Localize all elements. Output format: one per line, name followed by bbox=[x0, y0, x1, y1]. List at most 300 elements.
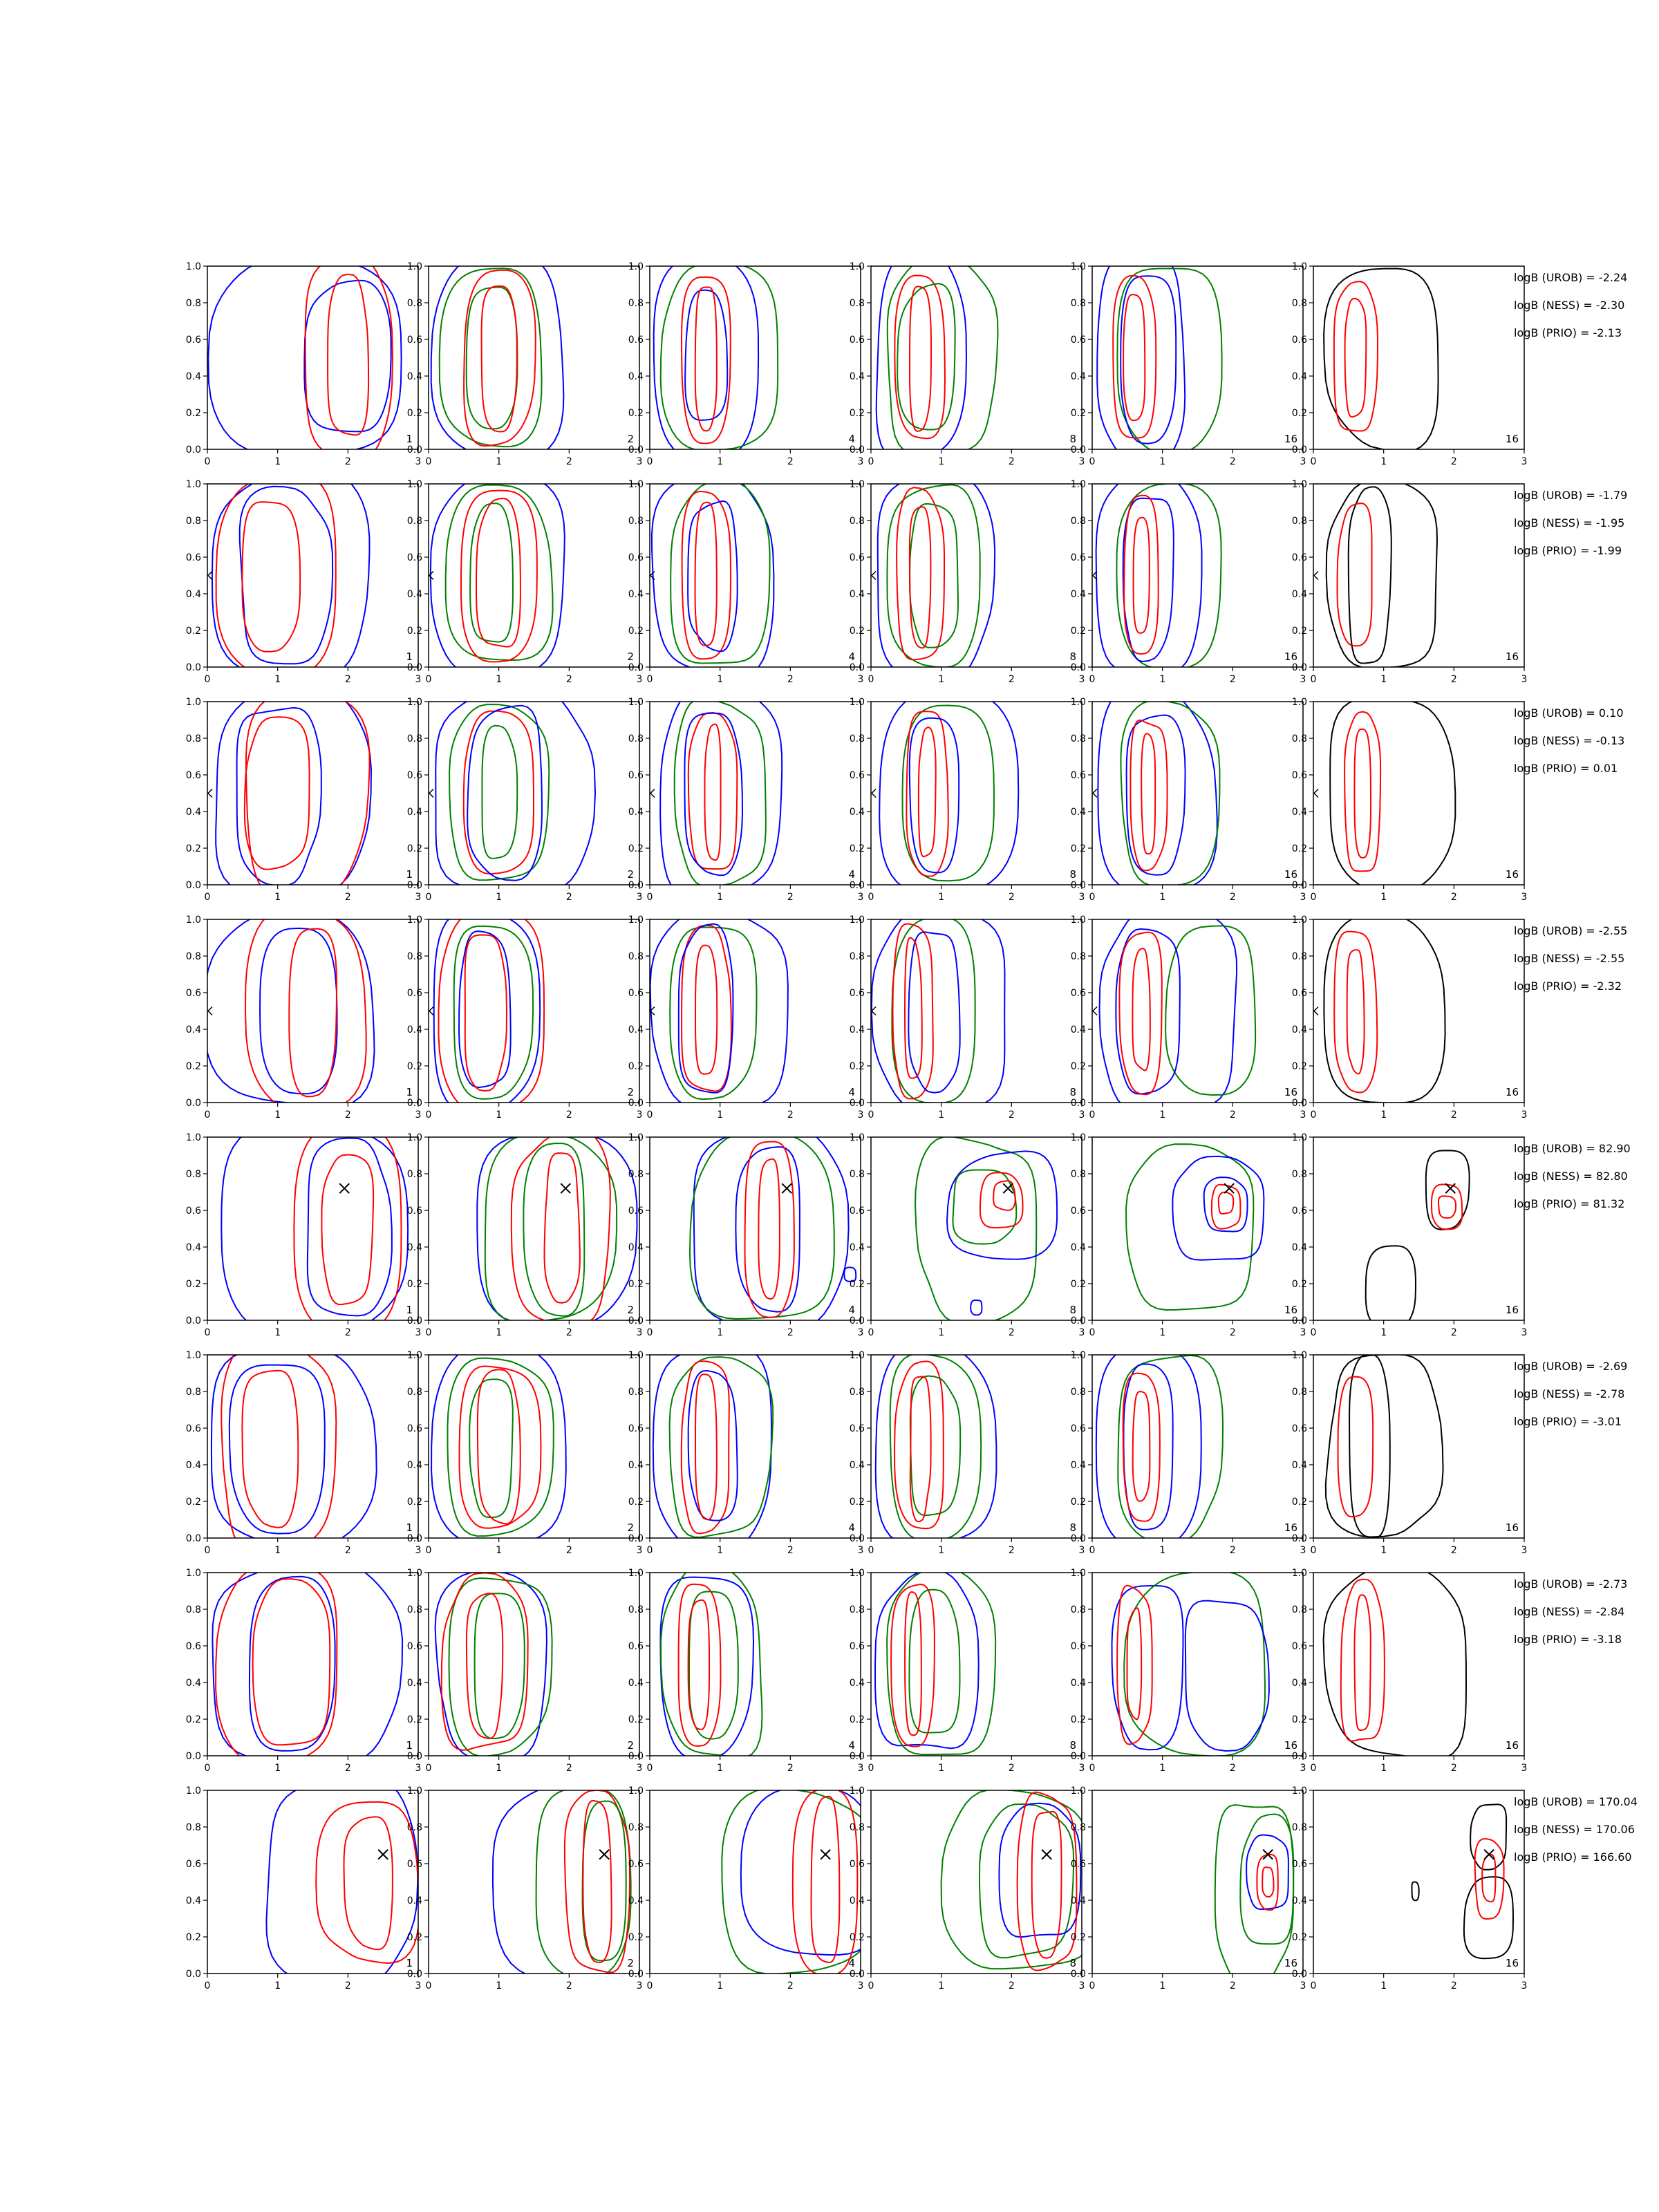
bayes-factor-text: logB (NESS) = 170.06 bbox=[1514, 1823, 1635, 1836]
x-tick-label: 2 bbox=[1450, 1980, 1457, 1991]
contour-green bbox=[1116, 484, 1221, 669]
y-tick-label: 0.0 bbox=[628, 1098, 644, 1109]
x-tick-label: 1 bbox=[1380, 456, 1387, 467]
y-tick-label: 0.0 bbox=[1070, 1533, 1086, 1544]
contour-red bbox=[216, 474, 336, 676]
y-tick-label: 0.0 bbox=[406, 1315, 422, 1327]
y-tick-label: 0.2 bbox=[628, 408, 644, 419]
y-tick-label: 0.0 bbox=[185, 444, 201, 456]
panel-number-label: 16 bbox=[1505, 1957, 1519, 1969]
edge-marker bbox=[872, 572, 876, 580]
x-tick-label: 3 bbox=[1521, 1545, 1528, 1556]
panel-r7-c1 bbox=[186, 1562, 422, 1774]
x-tick-label: 0 bbox=[868, 1980, 874, 1991]
panel-number-label: 16 bbox=[1505, 1739, 1519, 1752]
y-tick-label: 1.0 bbox=[406, 1350, 422, 1361]
panel-r3-c4 bbox=[850, 691, 1085, 903]
y-tick-label: 0.0 bbox=[406, 444, 422, 456]
x-tick-label: 0 bbox=[204, 1763, 211, 1774]
y-tick-label: 0.6 bbox=[849, 1859, 865, 1870]
y-tick-label: 0.2 bbox=[185, 1497, 201, 1508]
x-tick-label: 1 bbox=[274, 456, 281, 467]
y-tick-label: 0.0 bbox=[628, 880, 644, 891]
x-tick-label: 1 bbox=[938, 1980, 945, 1991]
y-tick-label: 0.8 bbox=[185, 1169, 201, 1180]
y-tick-label: 1.0 bbox=[849, 915, 865, 926]
panel-number-label: 4 bbox=[848, 1739, 855, 1752]
y-tick-label: 0.0 bbox=[849, 1315, 865, 1327]
x-tick-label: 2 bbox=[1450, 1109, 1457, 1121]
x-tick-label: 3 bbox=[1521, 456, 1528, 467]
y-tick-label: 0.2 bbox=[849, 408, 865, 419]
y-tick-label: 0.8 bbox=[1070, 1604, 1086, 1615]
y-tick-label: 0.8 bbox=[849, 1387, 865, 1398]
contour-blue bbox=[1172, 1156, 1264, 1260]
panel-frame bbox=[650, 1790, 861, 1974]
contour-blue bbox=[947, 1151, 1057, 1259]
x-tick-label: 2 bbox=[1450, 892, 1457, 903]
contour-group bbox=[1326, 1354, 1443, 1538]
x-tick-label: 0 bbox=[425, 1327, 432, 1338]
true-value-marker bbox=[1042, 1850, 1051, 1859]
y-tick-label: 0.4 bbox=[628, 1678, 644, 1689]
bayes-factor-text: logB (NESS) = -2.84 bbox=[1514, 1605, 1625, 1618]
contour-group bbox=[660, 686, 782, 899]
panel-r6-c3 bbox=[628, 1348, 864, 1556]
y-tick-label: 0.6 bbox=[406, 1206, 422, 1217]
panel-r7-c3 bbox=[628, 1565, 864, 1774]
contour-group bbox=[878, 474, 995, 681]
x-tick-label: 3 bbox=[1300, 1109, 1306, 1121]
y-tick-label: 0.8 bbox=[1070, 1822, 1086, 1833]
y-tick-label: 0.0 bbox=[1070, 1969, 1086, 1980]
contour-red bbox=[245, 717, 310, 870]
contour-group bbox=[221, 1123, 408, 1337]
x-tick-label: 3 bbox=[1300, 1327, 1306, 1338]
panel-r3-c5 bbox=[1071, 686, 1306, 903]
y-tick-label: 0.0 bbox=[1291, 444, 1307, 456]
panel-number-label: 4 bbox=[848, 1957, 855, 1969]
x-tick-label: 2 bbox=[787, 456, 794, 467]
contour-red bbox=[321, 1155, 373, 1305]
x-tick-label: 0 bbox=[868, 1545, 874, 1556]
contour-blue bbox=[434, 911, 541, 1114]
panel-r8-c4 bbox=[850, 1785, 1096, 1991]
contour-red bbox=[1134, 518, 1150, 633]
y-tick-label: 1.0 bbox=[1070, 1568, 1086, 1579]
y-tick-label: 1.0 bbox=[849, 261, 865, 272]
panel-r3-c6 bbox=[1292, 697, 1528, 903]
panel-r5-c1 bbox=[186, 1123, 422, 1338]
y-tick-label: 0.8 bbox=[628, 516, 644, 527]
y-tick-label: 0.8 bbox=[1070, 1169, 1086, 1180]
panel-r2-c6 bbox=[1292, 479, 1528, 685]
x-tick-label: 3 bbox=[636, 1763, 643, 1774]
y-tick-label: 0.2 bbox=[1070, 1279, 1086, 1290]
y-tick-label: 0.0 bbox=[406, 1969, 422, 1980]
panel-frame bbox=[429, 1573, 639, 1756]
y-tick-label: 0.8 bbox=[628, 733, 644, 744]
contour-red bbox=[245, 909, 366, 1111]
x-tick-label: 2 bbox=[1229, 1763, 1236, 1774]
x-tick-label: 2 bbox=[344, 892, 351, 903]
y-tick-label: 1.0 bbox=[849, 1568, 865, 1579]
x-tick-label: 1 bbox=[1380, 1327, 1387, 1338]
contour-red bbox=[682, 491, 731, 659]
y-tick-label: 0.4 bbox=[185, 371, 201, 382]
panel-number-label: 1 bbox=[406, 1739, 413, 1752]
y-tick-label: 0.0 bbox=[185, 662, 201, 673]
y-tick-label: 0.4 bbox=[1070, 1024, 1086, 1035]
x-tick-label: 1 bbox=[1380, 674, 1387, 685]
y-tick-label: 0.6 bbox=[1070, 1206, 1086, 1217]
contour-black bbox=[1330, 699, 1455, 892]
x-tick-label: 0 bbox=[425, 1980, 432, 1991]
y-tick-label: 1.0 bbox=[406, 261, 422, 272]
y-tick-label: 0.2 bbox=[1291, 1279, 1307, 1290]
y-tick-label: 0.4 bbox=[406, 1024, 422, 1035]
panel-frame bbox=[207, 1355, 418, 1538]
y-tick-label: 0.4 bbox=[185, 1242, 201, 1253]
y-tick-label: 0.2 bbox=[1291, 1061, 1307, 1072]
y-tick-label: 0.6 bbox=[1070, 335, 1086, 346]
x-tick-label: 2 bbox=[565, 1980, 572, 1991]
contour-group bbox=[208, 256, 401, 459]
panel-frame bbox=[650, 702, 861, 885]
x-tick-label: 0 bbox=[204, 1327, 211, 1338]
contour-red bbox=[461, 491, 537, 662]
y-tick-label: 0.2 bbox=[406, 1061, 422, 1072]
y-tick-label: 1.0 bbox=[406, 1785, 422, 1797]
x-tick-label: 3 bbox=[415, 1327, 422, 1338]
y-tick-label: 0.8 bbox=[1291, 1822, 1307, 1833]
edge-marker bbox=[1093, 1007, 1097, 1015]
x-tick-label: 3 bbox=[1078, 1109, 1085, 1121]
contour-red bbox=[695, 946, 717, 1074]
bayes-factor-text: logB (UROB) = 0.10 bbox=[1514, 706, 1624, 720]
contour-blue bbox=[477, 1133, 637, 1328]
y-tick-label: 0.2 bbox=[406, 626, 422, 637]
x-tick-label: 0 bbox=[204, 1545, 211, 1556]
panel-number-label: 16 bbox=[1505, 868, 1519, 881]
x-tick-label: 2 bbox=[1008, 1980, 1015, 1991]
x-tick-label: 0 bbox=[1089, 1980, 1096, 1991]
x-tick-label: 2 bbox=[1229, 1545, 1236, 1556]
x-tick-label: 1 bbox=[717, 1980, 724, 1991]
y-tick-label: 0.2 bbox=[1070, 1061, 1086, 1072]
x-tick-label: 0 bbox=[1089, 1545, 1096, 1556]
panel-r8-c6 bbox=[1292, 1785, 1528, 1991]
y-tick-label: 1.0 bbox=[185, 915, 201, 926]
x-tick-label: 1 bbox=[496, 456, 503, 467]
contour-green bbox=[1117, 268, 1221, 453]
y-tick-label: 0.8 bbox=[849, 516, 865, 527]
contour-group bbox=[654, 256, 778, 460]
contour-group bbox=[941, 1790, 1096, 1971]
contour-blue bbox=[653, 1348, 771, 1553]
y-tick-label: 0.8 bbox=[185, 1387, 201, 1398]
contour-red bbox=[1347, 950, 1365, 1074]
x-tick-label: 0 bbox=[646, 1545, 653, 1556]
x-tick-label: 1 bbox=[1380, 1763, 1387, 1774]
bayes-factor-block-r8 bbox=[1514, 1795, 1638, 1864]
contour-blue bbox=[229, 1365, 325, 1534]
contour-red bbox=[1334, 932, 1377, 1093]
contour-green bbox=[583, 1801, 626, 1961]
true-value-marker bbox=[378, 1850, 388, 1859]
panel-r5-c5 bbox=[1071, 1132, 1306, 1338]
panel-number-label: 8 bbox=[1069, 1521, 1076, 1534]
panel-frame bbox=[650, 1137, 861, 1320]
y-tick-label: 0.4 bbox=[406, 807, 422, 818]
y-tick-label: 1.0 bbox=[406, 1568, 422, 1579]
y-tick-label: 0.8 bbox=[185, 1604, 201, 1615]
y-tick-label: 0.0 bbox=[1070, 1315, 1086, 1327]
y-tick-label: 0.4 bbox=[1291, 1024, 1307, 1035]
contour-blue bbox=[266, 1777, 418, 1987]
panel-frame bbox=[207, 1790, 418, 1974]
y-tick-label: 0.6 bbox=[849, 1641, 865, 1652]
contour-group bbox=[1327, 480, 1437, 668]
y-tick-label: 1.0 bbox=[1070, 1350, 1086, 1361]
y-tick-label: 0.8 bbox=[628, 1604, 644, 1615]
contour-group bbox=[266, 1777, 419, 1987]
contour-green bbox=[1121, 700, 1219, 886]
y-tick-label: 0.4 bbox=[628, 371, 644, 382]
x-tick-label: 0 bbox=[646, 892, 653, 903]
contour-black bbox=[1327, 480, 1437, 668]
y-tick-label: 0.8 bbox=[1291, 733, 1307, 744]
x-tick-label: 2 bbox=[787, 1545, 794, 1556]
contour-blue bbox=[685, 290, 727, 420]
y-tick-label: 0.4 bbox=[1291, 1242, 1307, 1253]
x-tick-label: 2 bbox=[1008, 1545, 1015, 1556]
y-tick-label: 0.4 bbox=[628, 1024, 644, 1035]
y-tick-label: 0.8 bbox=[1070, 298, 1086, 309]
x-tick-label: 1 bbox=[274, 1980, 281, 1991]
y-tick-label: 0.8 bbox=[406, 733, 422, 744]
y-tick-label: 1.0 bbox=[406, 697, 422, 708]
panel-frame bbox=[1092, 1137, 1303, 1320]
panel-r1-c5 bbox=[1071, 252, 1306, 467]
contour-red bbox=[306, 256, 393, 459]
y-tick-label: 0.6 bbox=[185, 1641, 201, 1652]
contour-blue bbox=[660, 1577, 753, 1759]
y-tick-label: 0.2 bbox=[185, 626, 201, 637]
y-tick-label: 1.0 bbox=[185, 697, 201, 708]
x-tick-label: 3 bbox=[1078, 674, 1085, 685]
y-tick-label: 0.4 bbox=[1291, 1678, 1307, 1689]
x-tick-label: 2 bbox=[344, 1109, 351, 1121]
y-tick-label: 0.4 bbox=[185, 1460, 201, 1471]
y-tick-label: 0.8 bbox=[185, 733, 201, 744]
contour-red bbox=[679, 1584, 721, 1746]
panel-r6-c1 bbox=[186, 1340, 422, 1556]
x-tick-label: 1 bbox=[274, 1109, 281, 1121]
x-tick-label: 3 bbox=[1078, 892, 1085, 903]
x-tick-label: 1 bbox=[938, 1763, 945, 1774]
x-tick-label: 0 bbox=[868, 456, 874, 467]
y-tick-label: 0.4 bbox=[406, 1242, 422, 1253]
x-tick-label: 2 bbox=[1008, 1763, 1015, 1774]
x-tick-label: 2 bbox=[1008, 1109, 1015, 1121]
panel-r4-c3 bbox=[628, 911, 864, 1121]
y-tick-label: 1.0 bbox=[849, 1350, 865, 1361]
true-value-marker bbox=[1224, 1183, 1234, 1193]
panel-number-label: 1 bbox=[406, 1957, 413, 1969]
bayes-factor-text: logB (PRIO) = 81.32 bbox=[1514, 1197, 1625, 1210]
contour-group bbox=[212, 1562, 402, 1765]
y-tick-label: 0.8 bbox=[849, 298, 865, 309]
panel-frame bbox=[1092, 1790, 1303, 1974]
panel-number-label: 8 bbox=[1069, 433, 1076, 445]
panel-r2-c1 bbox=[186, 470, 422, 685]
y-tick-label: 0.8 bbox=[406, 951, 422, 962]
panel-number-label: 8 bbox=[1069, 650, 1076, 663]
contour-red bbox=[1334, 281, 1378, 431]
y-tick-label: 0.4 bbox=[406, 1895, 422, 1906]
y-tick-label: 0.2 bbox=[628, 1497, 644, 1508]
y-tick-label: 0.2 bbox=[849, 843, 865, 854]
panel-r7-c5 bbox=[1071, 1568, 1306, 1774]
x-tick-label: 2 bbox=[1450, 1327, 1457, 1338]
contour-green bbox=[1215, 1805, 1293, 1987]
y-tick-label: 0.4 bbox=[185, 807, 201, 818]
contour-red bbox=[695, 503, 717, 646]
contour-red bbox=[682, 926, 731, 1091]
y-tick-label: 0.6 bbox=[1070, 1423, 1086, 1434]
x-tick-label: 1 bbox=[717, 1109, 724, 1121]
contour-red bbox=[545, 1153, 580, 1303]
panel-r3-c2 bbox=[407, 687, 643, 903]
bayes-factor-block-r4 bbox=[1514, 924, 1627, 993]
y-tick-label: 0.2 bbox=[1070, 1497, 1086, 1508]
x-tick-label: 2 bbox=[1008, 674, 1015, 685]
y-tick-label: 0.8 bbox=[628, 1822, 644, 1833]
y-tick-label: 0.0 bbox=[185, 1315, 201, 1327]
contour-group bbox=[1112, 1571, 1269, 1756]
panel-number-label: 8 bbox=[1069, 1739, 1076, 1752]
panel-frame bbox=[429, 919, 639, 1103]
x-tick-label: 1 bbox=[1380, 1545, 1387, 1556]
x-tick-label: 0 bbox=[646, 1327, 653, 1338]
contour-group bbox=[722, 1787, 881, 1975]
edge-marker bbox=[429, 1007, 433, 1015]
contour-red bbox=[467, 1593, 503, 1738]
y-tick-label: 1.0 bbox=[185, 1568, 201, 1579]
contour-blue bbox=[304, 281, 391, 432]
contour-green bbox=[449, 1578, 552, 1756]
contour-green bbox=[722, 1788, 877, 1974]
y-tick-label: 0.6 bbox=[1291, 1641, 1307, 1652]
contour-red bbox=[910, 286, 931, 431]
x-tick-label: 0 bbox=[1310, 456, 1317, 467]
panel-number-label: 1 bbox=[406, 1304, 413, 1316]
contour-red bbox=[1119, 932, 1161, 1095]
contour-black bbox=[1464, 1877, 1513, 1958]
y-tick-label: 0.4 bbox=[628, 1895, 644, 1906]
y-tick-label: 0.2 bbox=[1070, 843, 1086, 854]
x-tick-label: 2 bbox=[787, 1109, 794, 1121]
y-tick-label: 0.6 bbox=[849, 1206, 865, 1217]
bayes-factor-text: logB (PRIO) = -2.13 bbox=[1514, 326, 1622, 339]
panel-number-label: 8 bbox=[1069, 1957, 1076, 1969]
panel-frame bbox=[1313, 919, 1524, 1103]
contour-green bbox=[897, 283, 955, 429]
x-tick-label: 3 bbox=[857, 1763, 864, 1774]
y-tick-label: 0.2 bbox=[1291, 626, 1307, 637]
contour-group bbox=[477, 1130, 637, 1327]
x-tick-label: 1 bbox=[1159, 456, 1166, 467]
contour-red bbox=[1123, 1374, 1160, 1521]
panel-number-label: 1 bbox=[406, 433, 413, 445]
x-tick-label: 0 bbox=[646, 1980, 653, 1991]
bayes-factor-text: logB (UROB) = -2.69 bbox=[1514, 1360, 1628, 1373]
y-tick-label: 0.6 bbox=[628, 770, 644, 781]
y-tick-label: 0.6 bbox=[628, 1206, 644, 1217]
y-tick-label: 1.0 bbox=[1291, 697, 1307, 708]
y-tick-label: 1.0 bbox=[1291, 1350, 1307, 1361]
bayes-factor-text: logB (UROB) = 82.90 bbox=[1514, 1142, 1631, 1155]
contour-group bbox=[879, 691, 1018, 895]
x-tick-label: 0 bbox=[204, 1980, 211, 1991]
x-tick-label: 0 bbox=[1310, 1980, 1317, 1991]
contour-group bbox=[435, 1572, 552, 1761]
panel-r7-c2 bbox=[407, 1568, 643, 1774]
y-tick-label: 1.0 bbox=[185, 1785, 201, 1797]
bayes-factor-text: logB (NESS) = -2.78 bbox=[1514, 1387, 1625, 1400]
panel-r8-c5 bbox=[1071, 1785, 1306, 1991]
x-tick-label: 2 bbox=[565, 1109, 572, 1121]
contour-group bbox=[1100, 904, 1256, 1114]
y-tick-label: 0.6 bbox=[628, 1641, 644, 1652]
contour-green bbox=[690, 1132, 834, 1319]
x-tick-label: 1 bbox=[717, 674, 724, 685]
x-tick-label: 2 bbox=[787, 674, 794, 685]
edge-marker bbox=[429, 789, 433, 798]
edge-marker bbox=[1314, 789, 1318, 798]
x-tick-label: 1 bbox=[496, 1980, 503, 1991]
panel-number-label: 4 bbox=[848, 1304, 855, 1316]
y-tick-label: 0.6 bbox=[628, 1859, 644, 1870]
contour-red bbox=[289, 929, 337, 1097]
y-tick-label: 0.4 bbox=[849, 371, 865, 382]
contour-group bbox=[1324, 1566, 1466, 1760]
bayes-factor-text: logB (UROB) = -1.79 bbox=[1514, 489, 1628, 502]
x-tick-label: 3 bbox=[636, 1980, 643, 1991]
x-tick-label: 1 bbox=[938, 456, 945, 467]
contour-group bbox=[1097, 252, 1221, 465]
contour-group bbox=[212, 1340, 377, 1555]
contour-blue bbox=[212, 1348, 377, 1546]
panel-frame bbox=[871, 919, 1082, 1103]
contour-group bbox=[1096, 473, 1221, 675]
y-tick-label: 0.6 bbox=[1070, 770, 1086, 781]
y-tick-label: 0.2 bbox=[406, 843, 422, 854]
panel-number-label: 2 bbox=[627, 1304, 634, 1316]
bayes-factor-text: logB (NESS) = -2.55 bbox=[1514, 952, 1625, 965]
y-tick-label: 1.0 bbox=[1291, 1785, 1307, 1797]
y-tick-label: 0.6 bbox=[185, 1423, 201, 1434]
y-tick-label: 0.2 bbox=[185, 408, 201, 419]
panel-frame bbox=[207, 702, 418, 885]
x-tick-label: 2 bbox=[565, 674, 572, 685]
y-tick-label: 1.0 bbox=[1291, 1568, 1307, 1579]
y-tick-label: 0.8 bbox=[1291, 951, 1307, 962]
y-tick-label: 0.0 bbox=[185, 1533, 201, 1544]
contour-group bbox=[431, 252, 564, 459]
x-tick-label: 2 bbox=[565, 456, 572, 467]
